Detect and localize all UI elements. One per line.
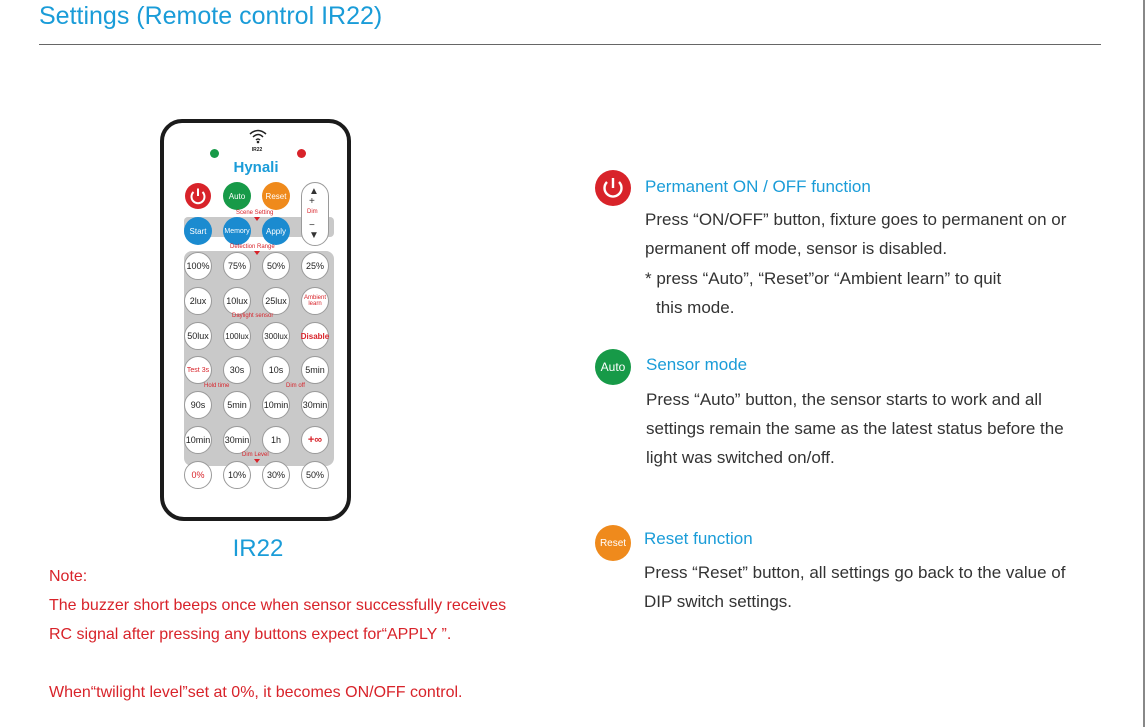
- dim-30-button[interactable]: 30%: [262, 461, 290, 489]
- note-line-2: RC signal after pressing any buttons expect for“APPLY ”.: [49, 626, 452, 643]
- auto-button[interactable]: Auto: [223, 182, 251, 210]
- feature-reset-line-1: Press “Reset” button, all settings go back to the value of: [644, 563, 1066, 582]
- note-label: Note:: [49, 568, 88, 585]
- feature-onoff-line-3: * press “Auto”, “Reset”or “Ambient learn” to quit: [645, 269, 1002, 288]
- lux-50-button[interactable]: 50lux: [184, 322, 212, 350]
- hold-5min-button[interactable]: 5min: [223, 391, 251, 419]
- detection-arrow-icon: [254, 251, 260, 255]
- detection-range-label: Detection Range: [230, 244, 275, 250]
- feature-sensor-line-1: Press “Auto” button, the sensor starts to work and all: [646, 390, 1042, 409]
- dim-50-button[interactable]: 50%: [301, 461, 329, 489]
- apply-button[interactable]: Apply: [262, 217, 290, 245]
- range-25-button[interactable]: 25%: [301, 252, 329, 280]
- reset-button[interactable]: Reset: [262, 182, 290, 210]
- feature-reset-line-2: DIP switch settings.: [644, 592, 793, 611]
- feature-title-onoff: Permanent ON / OFF function: [645, 177, 871, 196]
- remote-caption: IR22: [232, 535, 284, 562]
- test-3s-button[interactable]: Test 3s: [184, 356, 212, 384]
- start-button[interactable]: Start: [184, 217, 212, 245]
- daylight-sensor-label: Daylight sensor: [232, 313, 274, 319]
- dim-label: Dim: [307, 209, 318, 215]
- lux-25-button[interactable]: 25lux: [262, 287, 290, 315]
- note-line-3: When“twilight level”set at 0%, it becomes ON/OFF control.: [49, 684, 463, 701]
- lux-10-button[interactable]: 10lux: [223, 287, 251, 315]
- feature-onoff-line-4: this mode.: [656, 298, 735, 317]
- hold-30s-button[interactable]: 30s: [223, 356, 251, 384]
- green-led: [210, 149, 219, 158]
- hold-10min-button[interactable]: 10min: [184, 426, 212, 454]
- hold-time-label: Hold time: [204, 383, 230, 389]
- dimoff-infinite-button[interactable]: +∞: [301, 426, 329, 454]
- power-icon: [595, 170, 631, 206]
- dim-level-label: Dim Level: [242, 452, 269, 458]
- hold-30min-button[interactable]: 30min: [223, 426, 251, 454]
- range-75-button[interactable]: 75%: [223, 252, 251, 280]
- dim-level-arrow-icon: [254, 459, 260, 463]
- wireless-icon: [248, 128, 268, 149]
- dim-rocker[interactable]: [301, 182, 329, 246]
- dimoff-10min-button[interactable]: 10min: [262, 391, 290, 419]
- range-100-button[interactable]: 100%: [184, 252, 212, 280]
- dim-down-icon[interactable]: − ▼: [309, 220, 319, 241]
- feature-onoff-line-2: permanent off mode, sensor is disabled.: [645, 239, 948, 258]
- reset-icon: Reset: [595, 525, 631, 561]
- lux-300-button[interactable]: 300lux: [262, 322, 290, 350]
- feature-sensor-line-3: light was switched on/off.: [646, 448, 835, 467]
- dimoff-10s-button[interactable]: 10s: [262, 356, 290, 384]
- power-button[interactable]: [184, 182, 212, 210]
- feature-sensor-line-2: settings remain the same as the latest status before the: [646, 419, 1064, 438]
- remote-ir-label: IR22: [251, 147, 263, 153]
- lux-100-button[interactable]: 100lux: [223, 322, 251, 350]
- auto-icon: Auto: [595, 349, 631, 385]
- scene-setting-label: Scene Setting: [236, 210, 274, 216]
- feature-title-reset: Reset function: [644, 529, 753, 548]
- note-line-1: The buzzer short beeps once when sensor successfully receives: [49, 597, 507, 614]
- dim-10-button[interactable]: 10%: [223, 461, 251, 489]
- memory-button[interactable]: Memory: [223, 217, 251, 245]
- ambient-learn-button[interactable]: [301, 287, 329, 315]
- dimoff-1h-button[interactable]: 1h: [262, 426, 290, 454]
- feature-onoff-line-1: Press “ON/OFF” button, fixture goes to permanent on or: [645, 210, 1067, 229]
- lux-2-button[interactable]: 2lux: [184, 287, 212, 315]
- disable-button[interactable]: Disable: [301, 322, 329, 350]
- range-50-button[interactable]: 50%: [262, 252, 290, 280]
- brand-logo: Hynali: [233, 159, 279, 176]
- ambient-learn-label: Ambient learn: [303, 295, 326, 307]
- dim-0-button[interactable]: 0%: [184, 461, 212, 489]
- dimoff-5min-button[interactable]: 5min: [301, 356, 329, 384]
- title-divider: [39, 44, 1101, 45]
- remote-control: [160, 119, 351, 521]
- red-led: [297, 149, 306, 158]
- dimoff-30min-button[interactable]: 30min: [301, 391, 329, 419]
- scene-arrow-icon: [254, 217, 260, 221]
- dim-up-icon[interactable]: ▲ +: [309, 186, 319, 207]
- page-edge-bar: [1143, 0, 1145, 727]
- dim-off-label: Dim off: [286, 383, 305, 389]
- hold-90s-button[interactable]: 90s: [184, 391, 212, 419]
- page-title: Settings (Remote control IR22): [39, 2, 383, 30]
- feature-title-sensor: Sensor mode: [646, 355, 748, 374]
